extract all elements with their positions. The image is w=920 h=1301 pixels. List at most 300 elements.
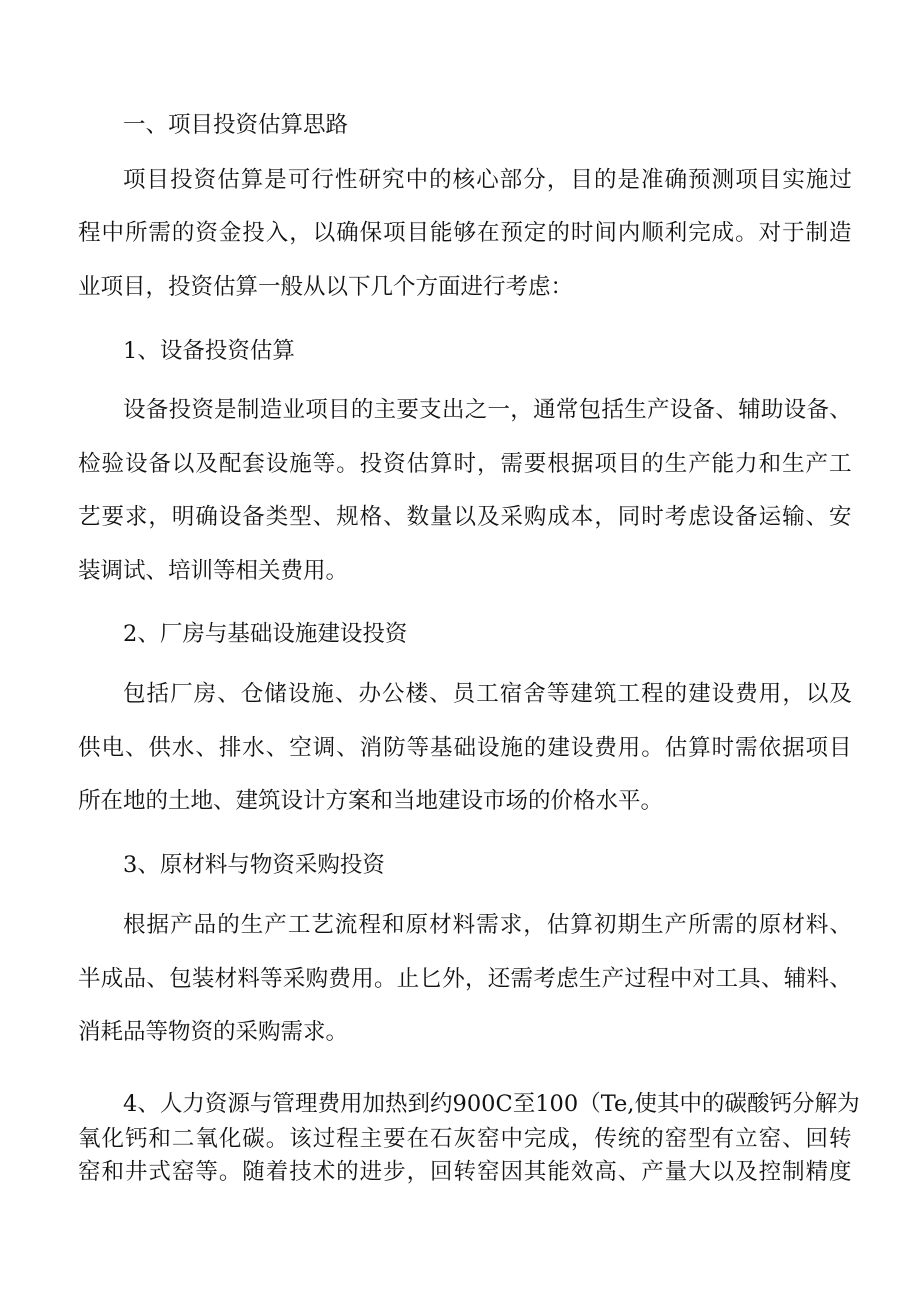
- glyph: 一: [487, 397, 511, 423]
- glyph: 化: [218, 1126, 242, 1152]
- glyph: 设: [711, 681, 735, 707]
- glyph: 项: [735, 167, 758, 193]
- glyph: 水: [242, 735, 265, 761]
- glyph: 要: [523, 451, 547, 477]
- glyph: 辅: [738, 397, 761, 423]
- glyph: ，: [570, 1126, 594, 1152]
- glyph: 套: [242, 451, 265, 477]
- glyph: 需: [735, 735, 758, 761]
- paragraph-line: [0, 733, 920, 763]
- glyph: 、: [336, 735, 359, 761]
- glyph: 投: [242, 220, 265, 246]
- glyph: 类: [265, 504, 289, 530]
- glyph: 入: [265, 220, 289, 246]
- glyph: 资: [204, 1091, 228, 1117]
- glyph: 据: [146, 912, 170, 938]
- glyph: 进: [359, 1159, 383, 1185]
- glyph: 程: [78, 220, 101, 246]
- glyph: 目: [829, 735, 852, 761]
- glyph: 包: [169, 966, 192, 992]
- glyph: 精: [805, 1159, 829, 1185]
- glyph: 解: [814, 1091, 838, 1117]
- glyph: 主: [359, 1126, 383, 1152]
- glyph: 资: [191, 397, 214, 423]
- glyph: 有: [711, 1126, 735, 1152]
- glyph: 工: [715, 966, 738, 992]
- glyph: 具: [738, 966, 761, 992]
- glyph: 消: [359, 735, 383, 761]
- glyph: 投: [359, 451, 383, 477]
- glyph: 完: [523, 1126, 547, 1152]
- glyph: 、: [217, 681, 240, 707]
- subsection-heading: 1、设备投资估算: [123, 338, 295, 364]
- glyph: 估: [406, 451, 430, 477]
- glyph: 程: [358, 912, 381, 938]
- glyph: 估: [217, 167, 240, 193]
- glyph: 保: [359, 220, 383, 246]
- glyph: 备: [148, 451, 171, 477]
- paragraph-line: [0, 1124, 920, 1154]
- glyph: 料: [805, 912, 829, 938]
- glyph: 生: [664, 451, 688, 477]
- glyph: 、: [146, 966, 169, 992]
- glyph: 过: [829, 167, 852, 193]
- glyph: 型: [289, 504, 312, 530]
- glyph: ，: [546, 167, 570, 193]
- glyph: 该: [289, 1126, 312, 1152]
- glyph: 控: [758, 1159, 782, 1185]
- glyph: 是: [617, 167, 640, 193]
- glyph: ，: [782, 681, 805, 707]
- glyph: 中: [101, 220, 124, 246]
- glyph: 产: [688, 451, 711, 477]
- glyph: 要: [383, 1126, 406, 1152]
- glyph: 目: [406, 220, 430, 246]
- glyph: 设: [711, 504, 735, 530]
- glyph: 设: [669, 397, 693, 423]
- glyph: 钙: [124, 1126, 148, 1152]
- glyph: 及: [829, 681, 852, 707]
- glyph: 设: [218, 504, 242, 530]
- glyph: 项: [123, 167, 146, 193]
- glyph: 设: [123, 397, 146, 423]
- glyph: 术: [312, 1159, 336, 1185]
- glyph: 测: [711, 167, 735, 193]
- glyph: 设: [476, 735, 500, 761]
- glyph: 二: [171, 1126, 195, 1152]
- glyph: 的: [593, 167, 617, 193]
- glyph: 设: [124, 451, 148, 477]
- glyph: 的: [336, 1159, 359, 1185]
- glyph: 供: [78, 735, 101, 761]
- glyph: （: [578, 1091, 601, 1117]
- glyph: ，: [523, 912, 546, 938]
- glyph: 其: [523, 1159, 547, 1185]
- glyph: 产: [601, 966, 625, 992]
- glyph: 产: [641, 1159, 664, 1185]
- glyph: 半: [78, 966, 101, 992]
- glyph: 建: [688, 681, 711, 707]
- glyph: 着: [265, 1159, 289, 1185]
- glyph: 助: [760, 397, 784, 423]
- glyph: 碳: [242, 1126, 265, 1152]
- glyph: 设: [265, 451, 289, 477]
- glyph: 的: [641, 451, 664, 477]
- glyph: 通: [533, 397, 556, 423]
- glyph: 及: [735, 1159, 758, 1185]
- glyph: 目: [758, 167, 782, 193]
- glyph: 、: [805, 504, 829, 530]
- glyph: 生: [782, 451, 805, 477]
- glyph: 础: [453, 735, 477, 761]
- glyph: 项: [805, 735, 829, 761]
- glyph: 的: [641, 1126, 664, 1152]
- glyph: ，: [406, 1159, 430, 1185]
- glyph: 产: [646, 397, 670, 423]
- glyph: 括: [146, 681, 170, 707]
- glyph: 在: [476, 220, 500, 246]
- glyph: 估: [664, 735, 688, 761]
- glyph: 部: [499, 167, 523, 193]
- glyph: 备: [692, 397, 716, 423]
- glyph: 内: [617, 220, 641, 246]
- glyph: 排: [218, 735, 242, 761]
- glyph: 等: [312, 451, 336, 477]
- glyph: 数: [406, 504, 430, 530]
- glyph: 生: [578, 966, 602, 992]
- glyph: 产: [805, 451, 829, 477]
- glyph: 以: [171, 451, 195, 477]
- glyph: 施: [500, 735, 523, 761]
- glyph: 酸: [747, 1091, 770, 1117]
- glyph: 制: [236, 397, 260, 423]
- glyph: 业: [282, 397, 305, 423]
- glyph: 等: [406, 735, 430, 761]
- glyph: 制: [782, 1159, 805, 1185]
- glyph: ，: [476, 451, 500, 477]
- glyph: 本: [570, 504, 594, 530]
- glyph: 分: [523, 167, 546, 193]
- glyph: 以: [453, 504, 477, 530]
- glyph: 需: [500, 451, 523, 477]
- glyph: 、: [782, 1126, 805, 1152]
- glyph: 输: [782, 504, 805, 530]
- glyph: 为: [837, 1091, 860, 1117]
- glyph: 工: [829, 451, 852, 477]
- glyph: 900C: [452, 1091, 513, 1117]
- glyph: 料: [806, 966, 830, 992]
- glyph: 算: [430, 451, 453, 477]
- glyph: 施: [311, 681, 334, 707]
- glyph: 项: [383, 220, 406, 246]
- glyph: 制: [805, 220, 829, 246]
- paragraph-line: 消耗品等物资的采购需求。: [78, 1019, 349, 1045]
- glyph: 仓: [240, 681, 264, 707]
- glyph: 等: [195, 1159, 218, 1185]
- glyph: 。: [336, 451, 359, 477]
- glyph: 投: [170, 167, 193, 193]
- glyph: 用: [617, 735, 641, 761]
- glyph: 材: [782, 912, 805, 938]
- glyph: 办: [358, 681, 381, 707]
- glyph: 厂: [170, 681, 193, 707]
- glyph: 究: [382, 167, 405, 193]
- glyph: 括: [601, 397, 624, 423]
- glyph: 、: [829, 397, 852, 423]
- glyph: 的: [735, 912, 758, 938]
- glyph: 技: [289, 1159, 312, 1185]
- glyph: 和: [101, 1159, 124, 1185]
- glyph: 、: [829, 912, 852, 938]
- glyph: 储: [264, 681, 287, 707]
- glyph: 需: [476, 912, 499, 938]
- glyph: 对: [692, 966, 716, 992]
- glyph: 生: [240, 912, 264, 938]
- glyph: 空: [289, 735, 312, 761]
- glyph: 的: [217, 912, 240, 938]
- glyph: 规: [336, 504, 359, 530]
- glyph: 程: [336, 1126, 359, 1152]
- glyph: 舍: [523, 681, 546, 707]
- glyph: ，: [510, 397, 533, 423]
- glyph: 备: [145, 397, 169, 423]
- glyph: 材: [429, 912, 452, 938]
- glyph: 费: [594, 735, 617, 761]
- glyph: 格: [359, 504, 383, 530]
- glyph: 包: [123, 681, 146, 707]
- glyph: 转: [453, 1159, 477, 1185]
- glyph: 所: [124, 220, 148, 246]
- glyph: 成: [547, 1126, 570, 1152]
- glyph: 还: [487, 966, 511, 992]
- glyph: 时: [711, 735, 735, 761]
- glyph: 时: [641, 504, 664, 530]
- glyph: 检: [78, 451, 101, 477]
- glyph: 明: [171, 504, 195, 530]
- glyph: 设: [570, 735, 594, 761]
- paragraph-line: [0, 964, 920, 994]
- glyph: 、: [760, 966, 784, 992]
- glyph: 据: [570, 451, 594, 477]
- glyph: 以: [711, 1159, 735, 1185]
- paragraph-line: 业项目，投资估算一般从以下几个方面进行考虑：: [78, 274, 574, 300]
- glyph: 造: [829, 220, 852, 246]
- glyph: 要: [101, 504, 124, 530]
- glyph: 用: [351, 966, 374, 992]
- glyph: 度: [829, 1159, 852, 1185]
- glyph: 楼: [405, 681, 429, 707]
- glyph: 。: [735, 220, 758, 246]
- glyph: 回: [430, 1159, 453, 1185]
- glyph: 出: [441, 397, 465, 423]
- glyph: 和: [382, 912, 405, 938]
- glyph: 设: [287, 681, 311, 707]
- glyph: 员: [452, 681, 476, 707]
- glyph: 材: [214, 966, 238, 992]
- glyph: 、: [334, 681, 358, 707]
- glyph: 转: [829, 1126, 852, 1152]
- glyph: 电: [101, 735, 124, 761]
- glyph: 中: [500, 1126, 523, 1152]
- glyph: 购: [305, 966, 329, 992]
- glyph: 至: [512, 1091, 536, 1117]
- glyph: 、: [617, 1159, 641, 1185]
- glyph: 程: [641, 681, 664, 707]
- glyph: 管: [272, 1091, 295, 1117]
- glyph: 所: [688, 912, 711, 938]
- glyph: 于: [782, 220, 805, 246]
- glyph: 调: [312, 735, 336, 761]
- glyph: 高: [594, 1159, 617, 1185]
- glyph: ，: [289, 220, 312, 246]
- paragraph-line: 所在地的土地、建筑设计方案和当地建设市场的价格水平。: [78, 788, 664, 814]
- glyph: 氧: [78, 1126, 101, 1152]
- glyph: 资: [193, 167, 217, 193]
- glyph: 与: [249, 1091, 273, 1117]
- glyph: 、: [137, 1091, 160, 1117]
- glyph: 品: [193, 912, 217, 938]
- glyph: 时: [453, 451, 477, 477]
- paragraph-line: [0, 1089, 920, 1119]
- glyph: 虑: [556, 966, 579, 992]
- paragraph-line: 装调试、培训等相关费用。: [78, 558, 349, 584]
- glyph: 防: [383, 735, 406, 761]
- glyph: 费: [735, 681, 758, 707]
- paragraph-line: [0, 1157, 920, 1187]
- glyph: 量: [430, 504, 453, 530]
- glyph: 目: [617, 451, 641, 477]
- glyph: 算: [570, 912, 593, 938]
- glyph: 窑: [78, 1159, 101, 1185]
- glyph: 步: [383, 1159, 406, 1185]
- glyph: 之: [464, 397, 488, 423]
- glyph: 中: [669, 966, 693, 992]
- glyph: 、: [715, 397, 738, 423]
- glyph: 的: [171, 220, 195, 246]
- glyph: 效: [570, 1159, 594, 1185]
- glyph: 预: [500, 220, 523, 246]
- glyph: 。: [641, 735, 664, 761]
- glyph: 以: [312, 220, 336, 246]
- glyph: 大: [688, 1159, 711, 1185]
- glyph: 工: [287, 912, 311, 938]
- glyph: 产: [664, 912, 688, 938]
- glyph: 、: [312, 504, 336, 530]
- glyph: 人: [159, 1091, 183, 1117]
- glyph: 是: [264, 167, 287, 193]
- glyph: Te,: [600, 1091, 635, 1117]
- glyph: 安: [829, 504, 852, 530]
- glyph: 石: [430, 1126, 453, 1152]
- glyph: 其: [656, 1091, 680, 1117]
- glyph: ，: [594, 504, 617, 530]
- section-heading: 一、项目投资估算思路: [123, 112, 349, 138]
- glyph: 型: [688, 1126, 711, 1152]
- glyph: ，: [148, 504, 171, 530]
- glyph: 公: [382, 681, 405, 707]
- glyph: 可: [287, 167, 311, 193]
- glyph: 力: [182, 1091, 205, 1117]
- glyph: 期: [617, 912, 640, 938]
- glyph: 设: [783, 397, 807, 423]
- glyph: 确: [664, 167, 688, 193]
- glyph: 窑: [758, 1126, 782, 1152]
- glyph: 虑: [688, 504, 711, 530]
- glyph: 成: [100, 966, 124, 992]
- glyph: 目: [328, 397, 351, 423]
- glyph: 需: [148, 220, 171, 246]
- glyph: 源: [227, 1091, 250, 1117]
- glyph: 行: [311, 167, 334, 193]
- glyph: 采: [282, 966, 306, 992]
- glyph: 原: [405, 912, 429, 938]
- glyph: 目: [146, 167, 170, 193]
- paragraph-line: [0, 449, 920, 479]
- glyph: 。: [373, 966, 397, 992]
- glyph: 的: [523, 735, 547, 761]
- glyph: 及: [195, 451, 218, 477]
- glyph: 宿: [499, 681, 523, 707]
- glyph: 分: [792, 1091, 815, 1117]
- glyph: 项: [305, 397, 328, 423]
- glyph: 。: [265, 1126, 289, 1152]
- glyph: 过: [312, 1126, 336, 1152]
- glyph: 投: [168, 397, 192, 423]
- glyph: 、: [429, 681, 452, 707]
- glyph: 算: [240, 167, 264, 193]
- glyph: 成: [711, 220, 735, 246]
- glyph: 装: [191, 966, 215, 992]
- glyph: 用: [758, 681, 782, 707]
- glyph: 配: [218, 451, 242, 477]
- glyph: 随: [242, 1159, 265, 1185]
- glyph: 验: [101, 451, 124, 477]
- glyph: 费: [317, 1091, 340, 1117]
- glyph: 中: [679, 1091, 702, 1117]
- glyph: 量: [664, 1159, 688, 1185]
- glyph: 艺: [78, 504, 101, 530]
- glyph: 生: [641, 912, 664, 938]
- glyph: 确: [336, 220, 359, 246]
- glyph: 水: [171, 735, 195, 761]
- glyph: 目: [570, 167, 593, 193]
- glyph: 施: [289, 451, 312, 477]
- glyph: 采: [500, 504, 523, 530]
- glyph: 止: [396, 966, 420, 992]
- glyph: 等: [260, 966, 283, 992]
- glyph: 建: [570, 681, 593, 707]
- glyph: 、: [124, 735, 148, 761]
- glyph: 顺: [641, 220, 664, 246]
- glyph: 据: [782, 735, 805, 761]
- glyph: 备: [242, 504, 265, 530]
- paragraph-line: [0, 910, 920, 940]
- glyph: 外: [442, 966, 465, 992]
- glyph: 窑: [664, 1126, 688, 1152]
- glyph: 钙: [769, 1091, 793, 1117]
- glyph: 的: [547, 220, 570, 246]
- glyph: 根: [123, 912, 146, 938]
- glyph: 产: [170, 912, 193, 938]
- glyph: 及: [476, 504, 500, 530]
- glyph: 预: [688, 167, 711, 193]
- glyph: 的: [664, 681, 688, 707]
- glyph: 4: [123, 1091, 138, 1117]
- glyph: 购: [523, 504, 547, 530]
- glyph: 过: [624, 966, 647, 992]
- paragraph-line: [0, 165, 920, 195]
- glyph: 能: [711, 451, 735, 477]
